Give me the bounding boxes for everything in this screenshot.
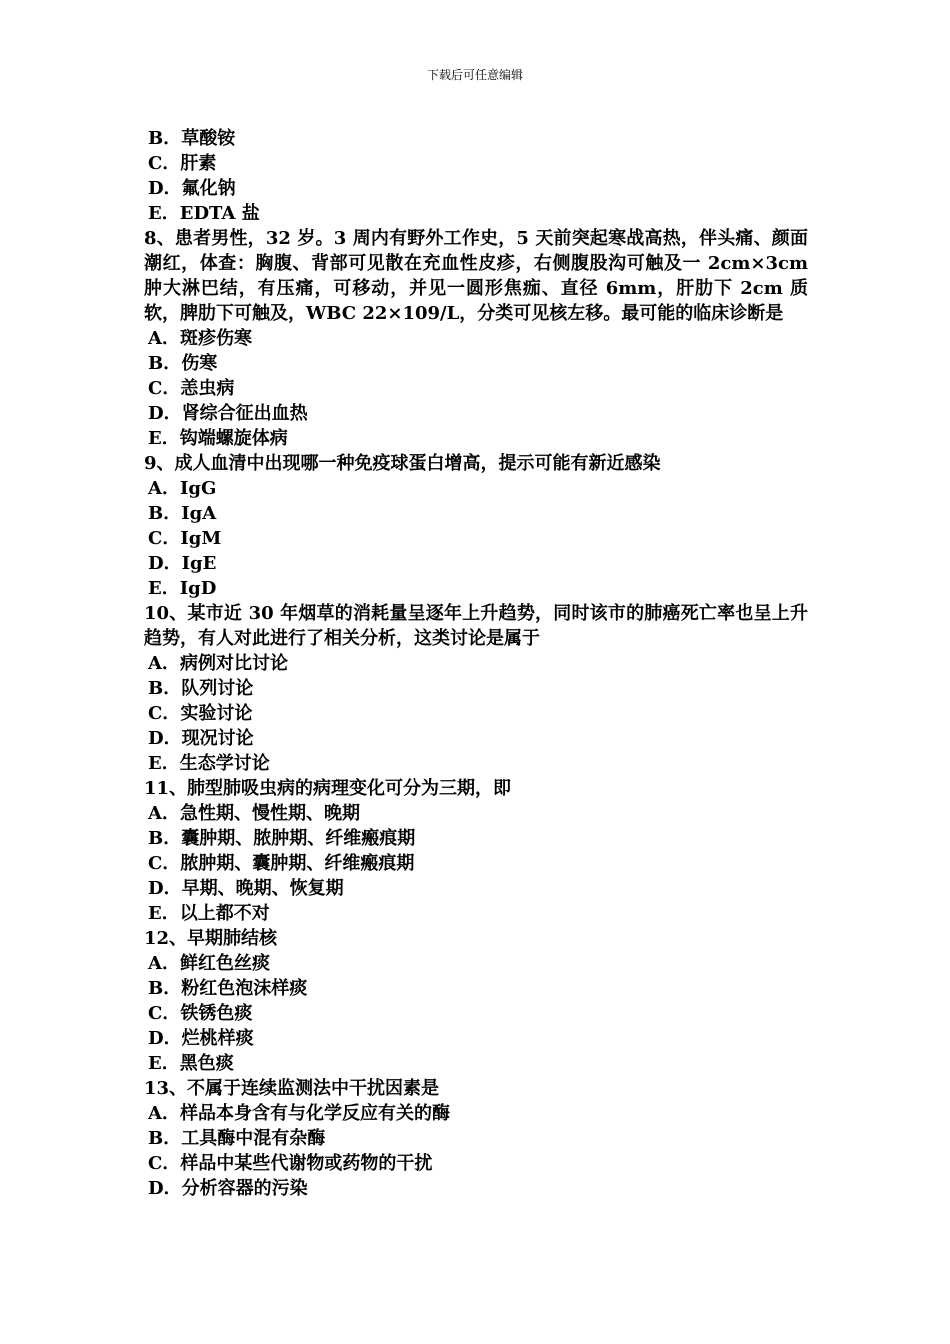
question-13: 13、不属于连续监测法中干扰因素是 [144,1078,440,1099]
q12-option-e: E．黑色痰 [148,1053,234,1074]
q8-option-d: D．肾综合征出血热 [148,403,308,424]
document-body [144,126,808,1201]
q9-option-e: E．IgD [148,578,217,599]
q9-option-c: C．IgM [148,528,222,549]
question-8: 8、患者男性，32 岁。3 周内有野外工作史，5 天前突起寒战高热，伴头痛、颜面潮红，体查：胸腹、背部可见散在充血性皮疹，右侧腹股沟可触及一 2cm×3cm 肿大淋巴结，有压痛，可移动，并见一圆形焦痂、直径 6mm，肝肋下 2cm 质软，脾肋下可触及，WBC 22×109/L，分类可见核左移。最可能的临床诊断是 [144,228,808,324]
option-c: C．肝素 [148,153,217,174]
question-12: 12、早期肺结核 [144,928,278,949]
q12-option-c: C．铁锈色痰 [148,1003,253,1024]
q8-option-b: B．伤寒 [148,353,218,374]
q12-option-d: D．烂桃样痰 [148,1028,254,1049]
q12-option-b: B．粉红色泡沫样痰 [148,978,308,999]
q8-option-a: A．斑疹伤寒 [148,328,252,349]
q10-option-b: B．队列讨论 [148,678,254,699]
page-header: 下载后可任意编辑 [426,68,523,82]
q13-option-d: D．分析容器的污染 [148,1178,308,1199]
q11-option-a: A．急性期、慢性期、晚期 [148,803,360,824]
option-b: B．草酸铵 [148,128,236,149]
q12-option-a: A．鲜红色丝痰 [148,953,270,974]
q10-option-c: C．实验讨论 [148,703,253,724]
q13-option-c: C．样品中某些代谢物或药物的干扰 [148,1153,433,1174]
q11-option-b: B．囊肿期、脓肿期、纤维瘢痕期 [148,828,416,849]
q10-option-d: D．现况讨论 [148,728,254,749]
q13-option-a: A．样品本身含有与化学反应有关的酶 [148,1103,450,1124]
q10-option-a: A．病例对比讨论 [148,653,288,674]
q11-option-e: E．以上都不对 [148,903,270,924]
option-d: D．氟化钠 [148,178,236,199]
question-10: 10、某市近 30 年烟草的消耗量呈逐年上升趋势，同时该市的肺癌死亡率也呈上升趋势，有人对此进行了相关分析，这类讨论是属于 [144,603,808,649]
q10-option-e: E．生态学讨论 [148,753,270,774]
q9-option-b: B．IgA [148,503,217,524]
q13-option-b: B．工具酶中混有杂酶 [148,1128,326,1149]
option-e: E．EDTA 盐 [148,203,260,224]
question-9: 9、成人血清中出现哪一种免疫球蛋白增高，提示可能有新近感染 [144,453,661,474]
q9-option-a: A．IgG [148,478,217,499]
q11-option-d: D．早期、晚期、恢复期 [148,878,344,899]
q8-option-e: E．钩端螺旋体病 [148,428,288,449]
q8-option-c: C．恙虫病 [148,378,235,399]
question-11: 11、肺型肺吸虫病的病理变化可分为三期，即 [144,778,512,799]
q11-option-c: C．脓肿期、囊肿期、纤维瘢痕期 [148,853,415,874]
q9-option-d: D．IgE [148,553,217,574]
